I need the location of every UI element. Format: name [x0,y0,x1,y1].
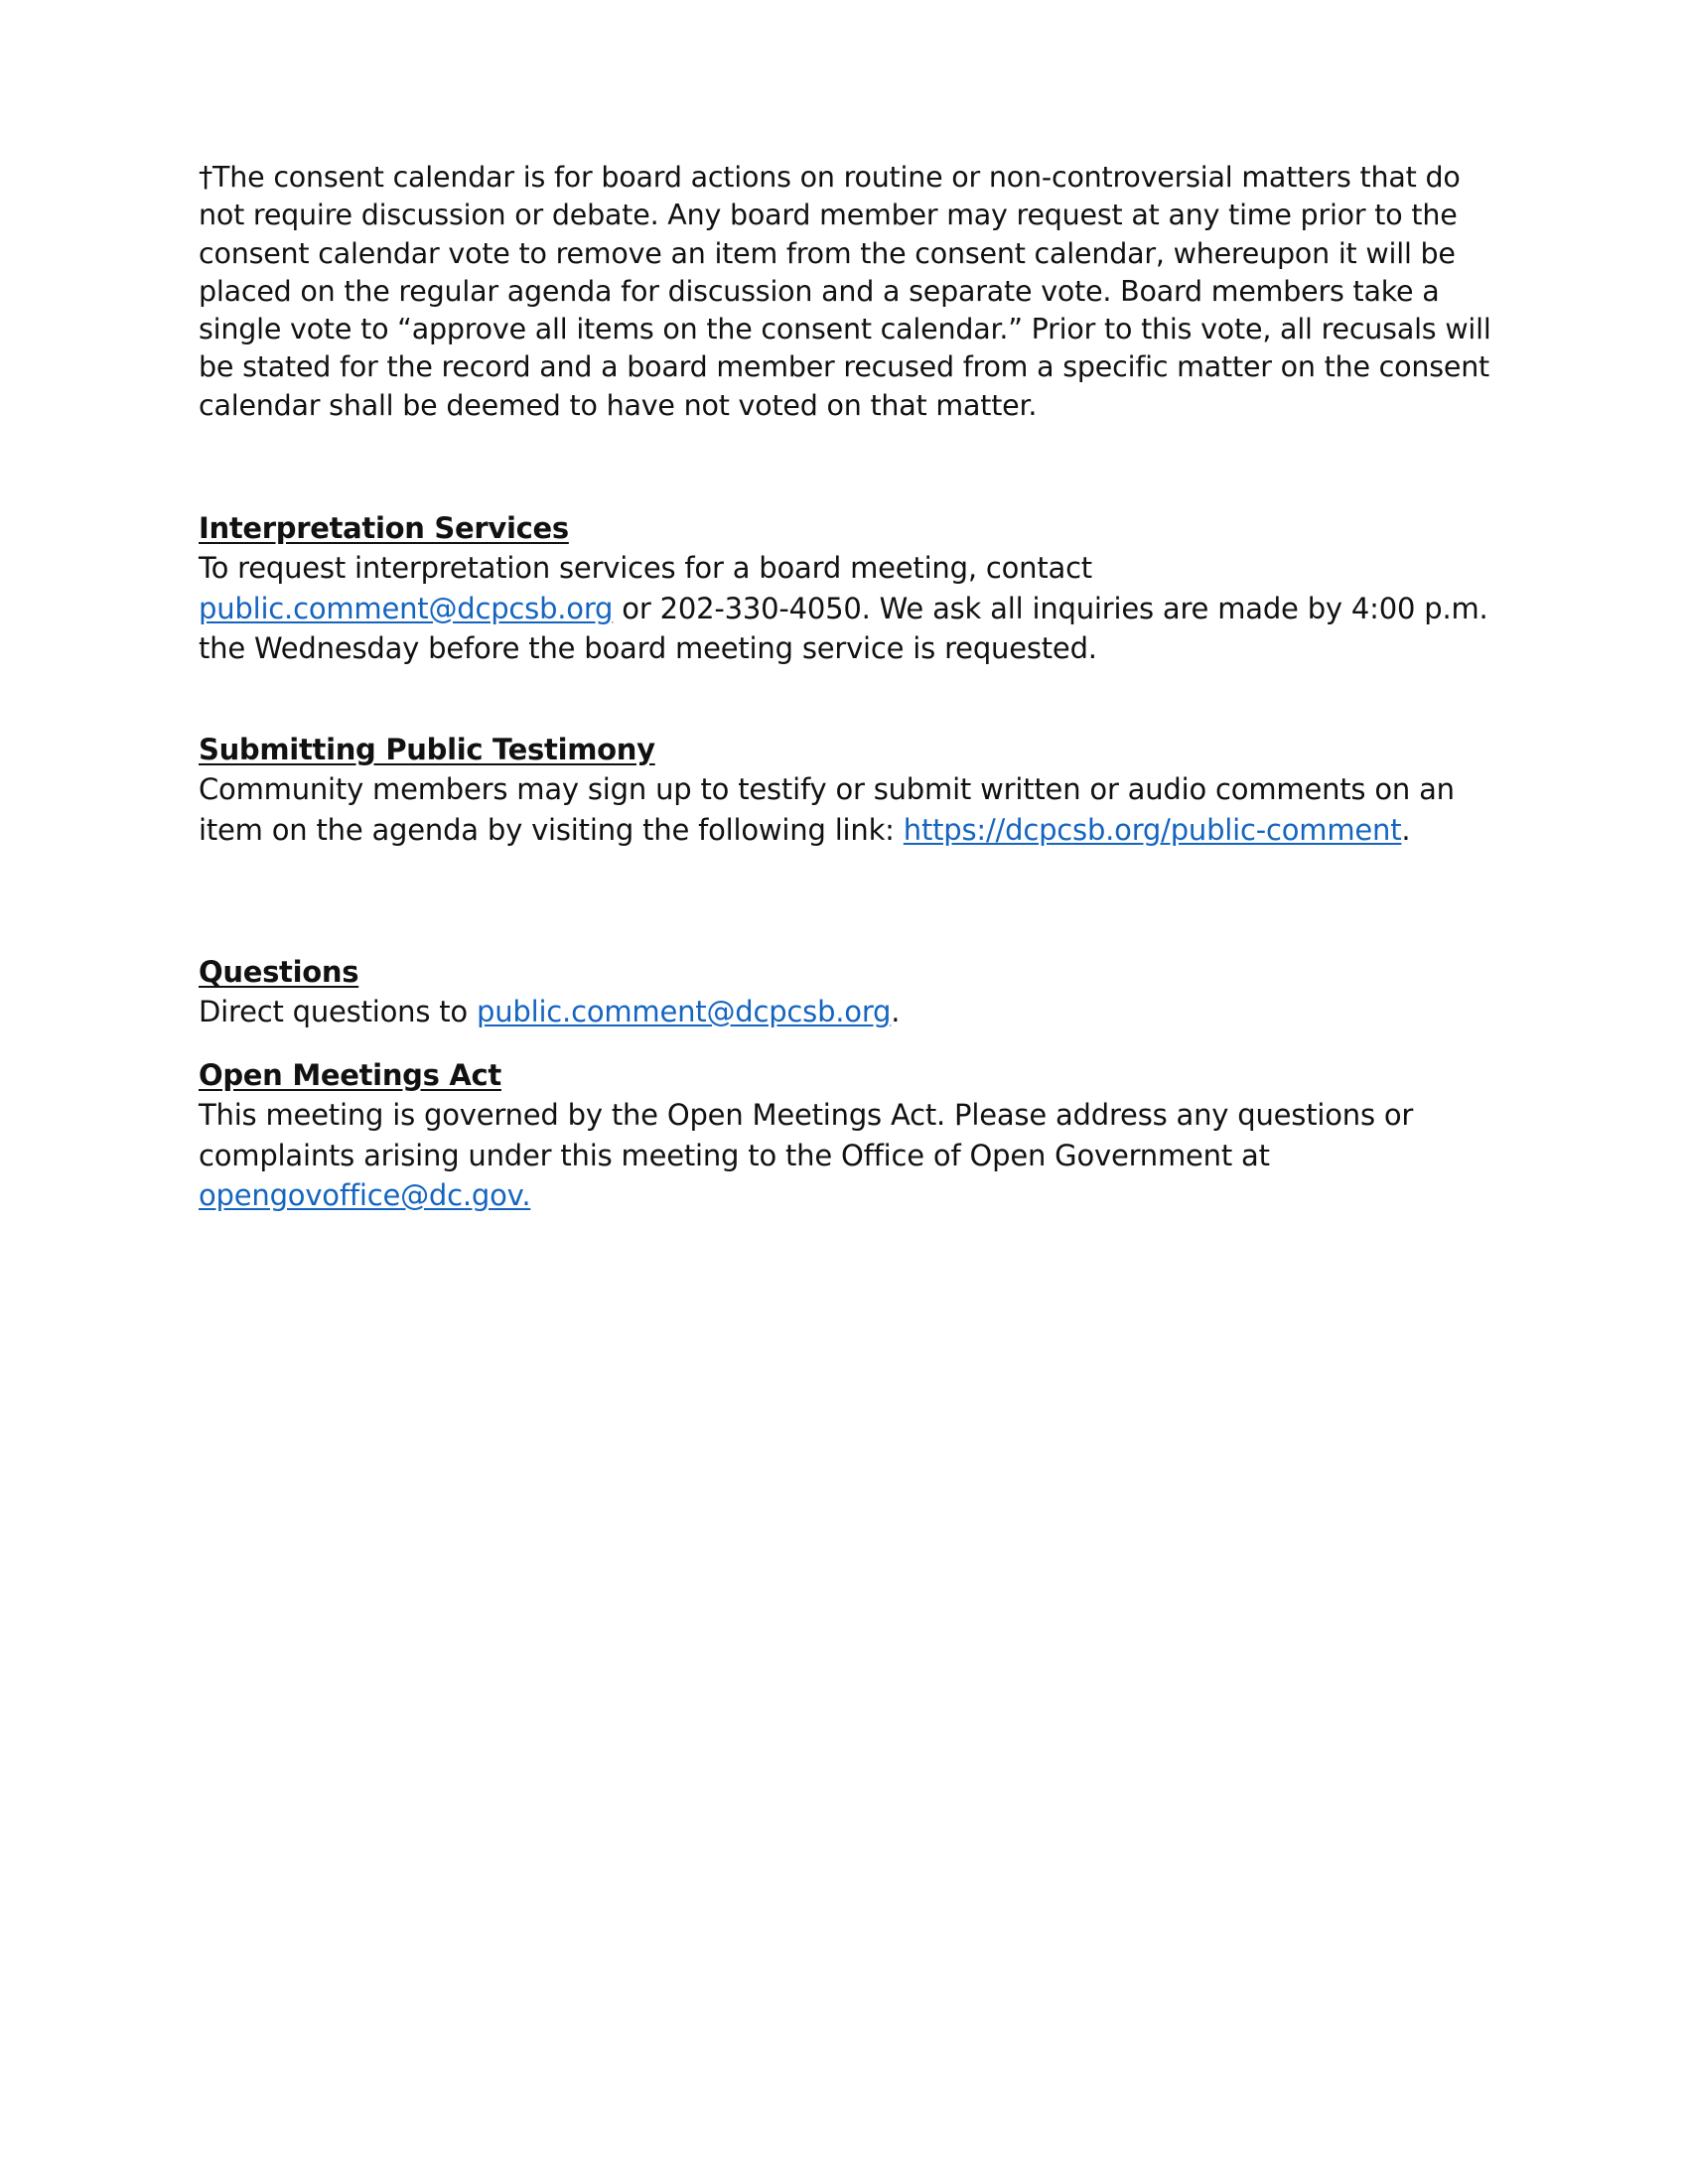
questions-email-link[interactable]: public.comment@dcpcsb.org [477,995,892,1028]
testimony-text-before: Community members may sign up to testify or submit written or audio comments on an item on the agenda by visiting the following link: [199,772,1455,847]
open-meetings-act-heading: Open Meetings Act [199,1058,501,1092]
open-meetings-act-section [199,1055,1499,1216]
public-testimony-text [199,769,1499,850]
questions-text-after: . [891,995,901,1028]
public-testimony-heading: Submitting Public Testimony [199,733,655,766]
interpretation-services-section [199,508,1499,669]
interpretation-text-before: To request interpretation services for a board meeting, contact [199,551,1092,585]
consent-calendar-note: †The consent calendar is for board actions on routine or non-controversial matters that do not require discussion or debate. Any board member may request at any time prior to the consent calendar vote to remove an item from the consent calendar, whereupon it will be placed on the regular agenda for discussion and a separate vote. Board members take a single vote to “approve all items on the consent calendar.” Prior to this vote, all recusals will be stated for the record and a board member recused from a specific matter on the consent calendar shall be deemed to have not voted on that matter. [199,161,1491,422]
public-comment-email-link[interactable]: public.comment@dcpcsb.org [199,591,614,625]
public-testimony-section [199,730,1499,850]
interpretation-text-after: or 202-330-4050. We ask all inquiries are made by 4:00 p.m. the Wednesday before the board meeting service is requested. [199,591,1488,665]
questions-text [199,992,1499,1032]
document-page [199,159,1499,1212]
oma-text-before: This meeting is governed by the Open Meetings Act. Please address any questions or complaints arising under this meeting to the Office of Open Government at [199,1098,1414,1172]
testimony-text-after: . [1401,812,1411,847]
open-meetings-act-text [199,1095,1499,1216]
interpretation-services-text [199,548,1499,669]
questions-text-before: Direct questions to [199,995,477,1028]
questions-section [199,952,1499,1032]
opengov-email-link[interactable]: opengovoffice@dc.gov. [199,1178,531,1212]
interpretation-services-heading: Interpretation Services [199,511,569,545]
public-comment-url-link[interactable]: https://dcpcsb.org/public-comment [903,812,1402,847]
questions-heading: Questions [199,955,359,989]
